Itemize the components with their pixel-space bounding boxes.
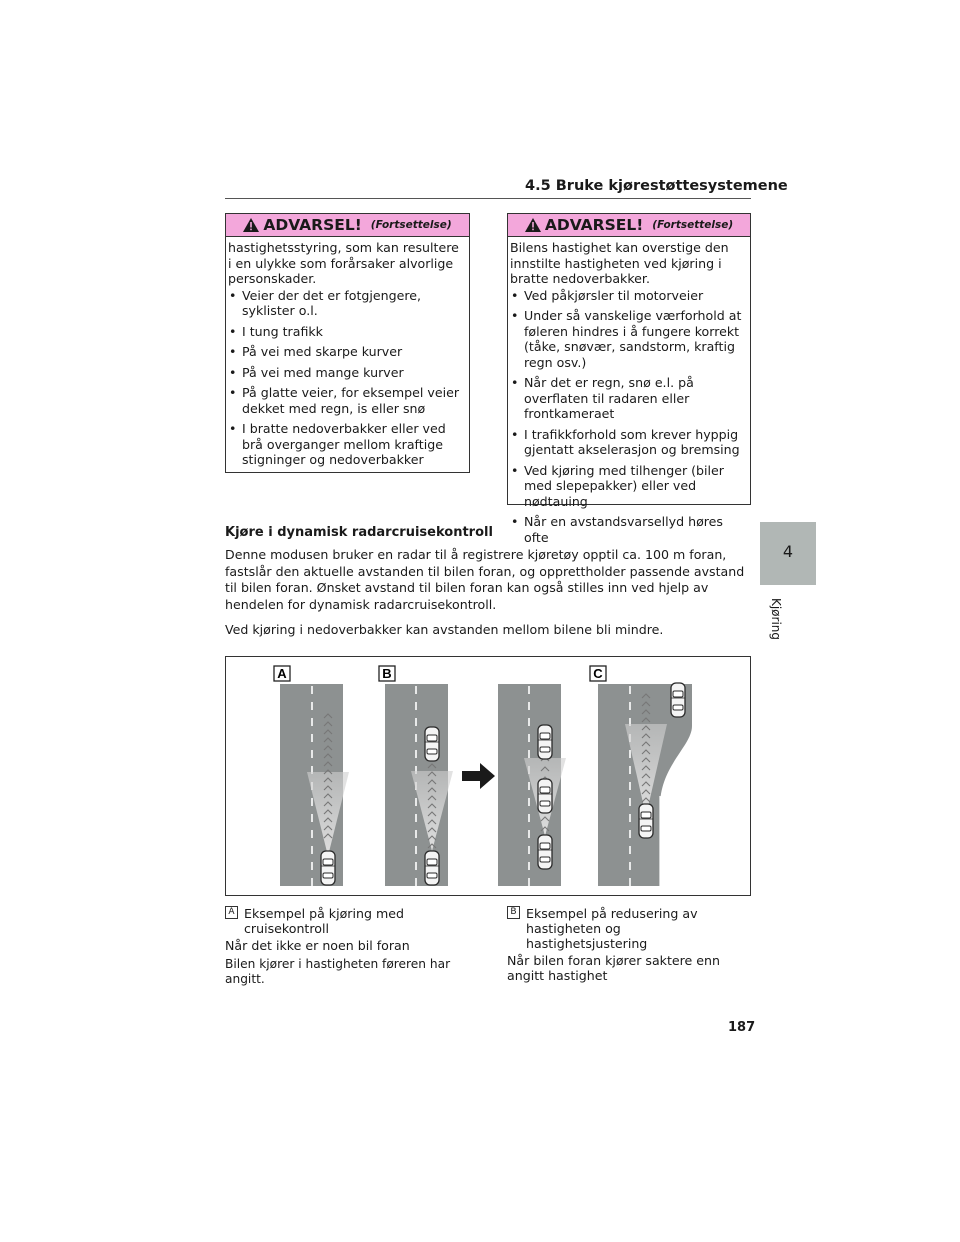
- page-header-title: 4.5 Bruke kjørestøttesystemene: [525, 178, 788, 194]
- list-item: • På vei med skarpe kurver: [228, 344, 466, 360]
- list-item: • Når det er regn, snø e.l. på overflaten til radaren eller frontkameraet: [510, 375, 747, 422]
- warning-header: [508, 214, 750, 237]
- warning-header: [226, 214, 469, 237]
- warning-box-right: [507, 213, 751, 545]
- body-paragraph: Ved kjøring i nedoverbakker kan avstanden mellom bilene bli mindre.: [225, 622, 664, 637]
- svg-text:B: B: [382, 666, 392, 681]
- caption-line: Når det ikke er noen bil foran: [225, 938, 410, 953]
- figure-label-b: [379, 666, 395, 681]
- car-icon: [671, 683, 685, 717]
- chapter-number: 4: [782, 542, 794, 561]
- caption-b: [507, 906, 757, 983]
- warning-title: ADVARSEL!: [544, 216, 644, 234]
- chapter-label-container: [766, 590, 783, 650]
- caption-title: Eksempel på kjøring med cruisekontroll: [244, 906, 404, 936]
- list-item: • Veier der det er fotgjengere, syklister o.l.: [228, 288, 466, 319]
- chapter-tab: [760, 522, 816, 585]
- warning-intro: hastighetsstyring, som kan resultere i en ulykke som forårsaker alvorlige personskader.: [228, 240, 459, 286]
- warning-triangle-icon: [525, 218, 541, 232]
- figure-label-a: [274, 666, 290, 681]
- car-icon: [538, 725, 552, 759]
- list-item: • Ved kjøring med tilhenger (biler med slepepakker) eller ved nødtauing: [510, 463, 747, 510]
- warning-subtitle: (Fortsettelse): [370, 219, 452, 231]
- section-title: Kjøre i dynamisk radarcruisekontroll: [225, 525, 493, 540]
- warning-subtitle: (Fortsettelse): [652, 219, 734, 231]
- list-item: • På glatte veier, for eksempel veier dekket med regn, is eller snø: [228, 385, 466, 416]
- warning-title: ADVARSEL!: [263, 216, 362, 234]
- list-item: • I trafikkforhold som krever hyppig gjentatt akselerasjon og bremsing: [510, 427, 747, 458]
- body-paragraph: Denne modusen bruker en radar til å registrere kjøretøy opptil ca. 100 m foran, fastslår den aktuelle avstanden til bilen foran, og opprettholder passende avstand til bilen foran. Ønsket avstand til bilen foran kan også stilles inn ved hjelp av hendelen for dynamisk radarcruisekontroll.: [225, 547, 745, 612]
- car-icon: [639, 804, 653, 838]
- caption-a: [225, 906, 485, 987]
- list-item: • På vei med mange kurver: [228, 365, 466, 381]
- car-icon: [425, 851, 439, 885]
- svg-text:C: C: [593, 666, 603, 681]
- warning-list: [228, 288, 466, 468]
- list-item: • Når en avstandsvarsellyd høres ofte: [510, 514, 747, 545]
- list-item: • I bratte nedoverbakker eller ved brå overganger mellom kraftige stigninger og nedoverbakker: [228, 421, 466, 468]
- road-a: [280, 684, 349, 886]
- caption-label-a: A: [225, 906, 238, 919]
- warning-box-left: [225, 213, 470, 473]
- caption-line: Når bilen foran kjører saktere enn angitt hastighet: [507, 953, 721, 983]
- list-item: • Ved påkjørsler til motorveier: [510, 288, 747, 304]
- car-icon: [321, 851, 335, 885]
- caption-label-b: B: [507, 906, 520, 919]
- car-icon: [538, 779, 552, 813]
- page-number: 187: [728, 1020, 756, 1035]
- warning-triangle-icon: [243, 218, 259, 232]
- car-icon: [538, 835, 552, 869]
- header-divider: [225, 198, 751, 199]
- chapter-label: Kjøring: [769, 597, 783, 641]
- figure-label-c: [590, 666, 606, 681]
- list-item: • Under så vanskelige værforhold at føleren hindres i å fungere korrekt (tåke, snøvær, sandstorm, kraftig regn osv.): [510, 308, 747, 370]
- radar-cruise-illustration: [225, 656, 751, 896]
- caption-line: Bilen kjører i hastigheten føreren har angitt.: [225, 957, 451, 986]
- warning-list: [510, 288, 747, 546]
- svg-text:A: A: [277, 666, 287, 681]
- warning-intro: Bilens hastighet kan overstige den innstilte hastigheten ved kjøring i bratte nedoverbakker.: [510, 240, 729, 286]
- list-item: • I tung trafikk: [228, 324, 466, 340]
- road-c: [498, 684, 566, 886]
- road-b: [385, 684, 453, 886]
- car-icon: [425, 727, 439, 761]
- caption-title: Eksempel på redusering av hastigheten og hastighetsjustering: [526, 906, 698, 951]
